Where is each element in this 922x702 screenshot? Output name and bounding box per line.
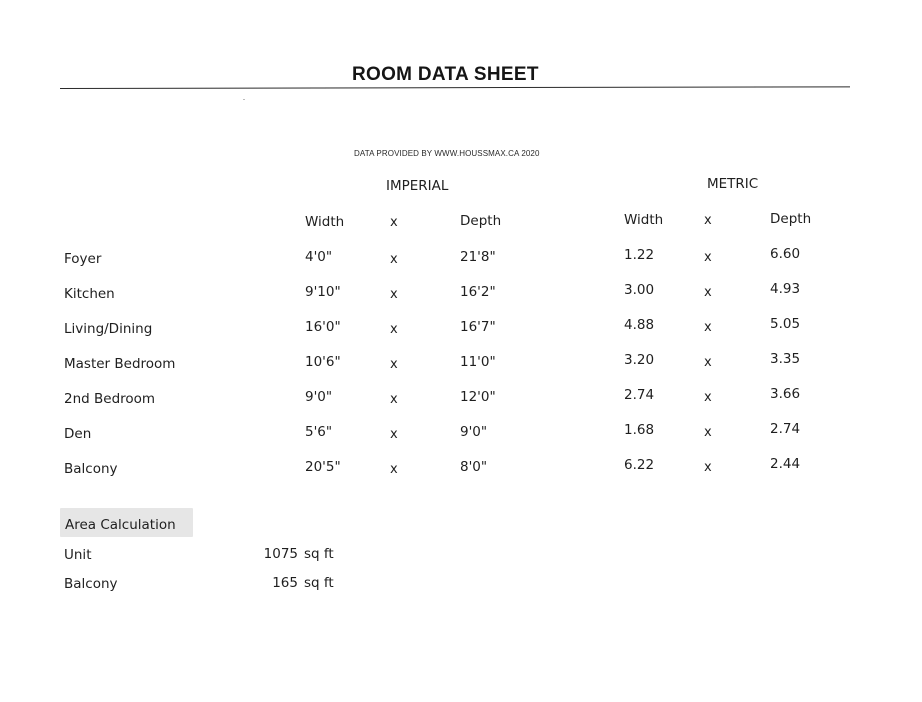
imperial-depth-value: 12'0"	[460, 389, 496, 405]
imperial-group-heading: IMPERIAL	[386, 178, 449, 194]
metric-x-separator: x	[704, 320, 712, 335]
metric-depth-value: 5.05	[770, 316, 801, 332]
metric-width-value: 3.20	[624, 352, 655, 368]
metric-width-value: 2.74	[624, 387, 655, 403]
room-name: 2nd Bedroom	[64, 391, 156, 407]
imperial-depth-value: 8'0"	[460, 459, 488, 475]
imperial-depth-value: 16'7"	[460, 319, 496, 335]
imperial-x-header: x	[390, 215, 398, 230]
title-underline	[60, 86, 850, 89]
data-source-note: DATA PROVIDED BY WWW.HOUSSMAX.CA 2020	[354, 149, 540, 158]
metric-depth-value: 4.93	[770, 281, 801, 297]
imperial-depth-header: Depth	[460, 213, 502, 229]
metric-x-separator: x	[704, 460, 712, 475]
metric-width-value: 3.00	[624, 282, 655, 298]
area-row-label: Balcony	[64, 576, 118, 592]
room-name: Foyer	[64, 251, 102, 267]
room-name: Living/Dining	[64, 321, 153, 337]
scan-speck	[243, 99, 245, 100]
imperial-x-separator: x	[390, 287, 398, 302]
imperial-width-value: 10'6"	[305, 354, 341, 370]
room-name: Den	[64, 426, 92, 442]
imperial-width-value: 9'0"	[305, 389, 333, 405]
metric-x-separator: x	[704, 285, 712, 300]
metric-x-separator: x	[704, 250, 712, 265]
page-title: ROOM DATA SHEET	[352, 64, 539, 85]
metric-width-value: 6.22	[624, 457, 655, 473]
area-row-value: 165	[272, 575, 298, 591]
metric-depth-value: 2.74	[770, 421, 801, 437]
metric-depth-value: 2.44	[770, 456, 801, 472]
imperial-x-separator: x	[390, 427, 398, 442]
area-calculation-heading: Area Calculation	[65, 517, 176, 533]
area-row-label: Unit	[64, 547, 92, 563]
metric-group-heading: METRIC	[707, 176, 759, 192]
metric-x-header: x	[704, 213, 712, 228]
imperial-depth-value: 21'8"	[460, 249, 496, 265]
metric-width-value: 4.88	[624, 317, 655, 333]
room-name: Master Bedroom	[64, 356, 176, 372]
metric-width-value: 1.68	[624, 422, 655, 438]
area-calculation-heading-box	[60, 508, 193, 537]
imperial-depth-value: 16'2"	[460, 284, 496, 300]
area-row-unit: sq ft	[304, 546, 334, 562]
metric-x-separator: x	[704, 390, 712, 405]
metric-depth-header: Depth	[770, 211, 812, 227]
imperial-width-header: Width	[305, 214, 345, 230]
imperial-x-separator: x	[390, 392, 398, 407]
area-row-value: 1075	[263, 546, 298, 562]
metric-x-separator: x	[704, 425, 712, 440]
metric-depth-value: 3.66	[770, 386, 801, 402]
imperial-depth-value: 11'0"	[460, 354, 496, 370]
room-name: Balcony	[64, 461, 118, 477]
imperial-x-separator: x	[390, 357, 398, 372]
imperial-width-value: 16'0"	[305, 319, 341, 335]
metric-depth-value: 6.60	[770, 246, 801, 262]
imperial-width-value: 20'5"	[305, 459, 341, 475]
area-row-unit: sq ft	[304, 575, 334, 591]
metric-x-separator: x	[704, 355, 712, 370]
metric-width-header: Width	[624, 212, 664, 228]
imperial-x-separator: x	[390, 462, 398, 477]
imperial-x-separator: x	[390, 322, 398, 337]
imperial-width-value: 4'0"	[305, 249, 333, 265]
imperial-width-value: 9'10"	[305, 284, 341, 300]
metric-width-value: 1.22	[624, 247, 655, 263]
imperial-width-value: 5'6"	[305, 424, 333, 440]
metric-depth-value: 3.35	[770, 351, 801, 367]
imperial-x-separator: x	[390, 252, 398, 267]
room-name: Kitchen	[64, 286, 115, 302]
imperial-depth-value: 9'0"	[460, 424, 488, 440]
